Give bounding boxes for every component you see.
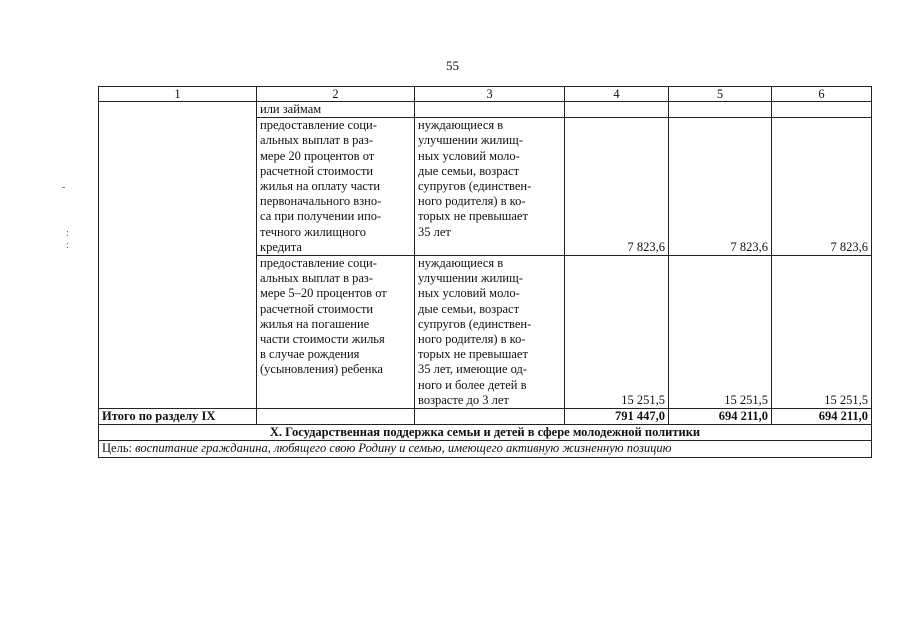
recipients-cell: нуждающиеся в улучшении жилищ- ных условий моло- дые семьи, возраст супругов (единствен- ного родителя) в ко- торых не превышает 35 лет [415, 118, 565, 256]
empty-cell [415, 409, 565, 425]
value-cell [772, 102, 872, 118]
measure-cell: предоставление соци- альных выплат в раз- мере 5–20 процентов от расчетной стоимости жилья на погашение части стоимости жилья в случае рождения (усыновления) ребенка [257, 256, 415, 409]
margin-mark: - [62, 182, 66, 193]
margin-mark: : [66, 228, 69, 239]
margin-mark: : [66, 240, 69, 251]
total-value: 791 447,0 [565, 409, 669, 425]
goal-row [99, 441, 872, 457]
header-cell: 3 [415, 87, 565, 102]
section-title: X. Государственная поддержка семьи и детей в сфере молодежной политики [99, 425, 872, 441]
measure-cell: предоставление соци- альных выплат в раз- мере 20 процентов от расчетной стоимости жилья на оплату части первоначального взно- са при получении ипо- течного жилищного кредита [257, 118, 415, 256]
header-cell: 6 [772, 87, 872, 102]
budget-table [98, 86, 872, 458]
value-cell [669, 102, 772, 118]
value-cell: 7 823,6 [772, 118, 872, 256]
recipients-cell [415, 102, 565, 118]
page-number: 55 [446, 58, 459, 73]
table-header-row [99, 87, 872, 102]
value-cell: 15 251,5 [772, 256, 872, 409]
value-cell: 15 251,5 [669, 256, 772, 409]
total-value: 694 211,0 [772, 409, 872, 425]
total-value: 694 211,0 [669, 409, 772, 425]
goal-label: Цель: [102, 441, 132, 456]
total-row [99, 409, 872, 425]
empty-cell [257, 409, 415, 425]
header-cell: 1 [99, 87, 257, 102]
header-cell: 5 [669, 87, 772, 102]
measure-cell: или займам [257, 102, 415, 118]
section-title-row [99, 425, 872, 441]
header-cell: 2 [257, 87, 415, 102]
empty-cell [99, 102, 257, 409]
total-label: Итого по разделу IX [99, 409, 257, 425]
value-cell [565, 102, 669, 118]
value-cell: 7 823,6 [669, 118, 772, 256]
header-cell: 4 [565, 87, 669, 102]
goal-cell [99, 441, 872, 457]
value-cell: 15 251,5 [565, 256, 669, 409]
value-cell: 7 823,6 [565, 118, 669, 256]
table-row [99, 102, 872, 118]
goal-text: воспитание гражданина, любящего свою Родину и семью, имеющего активную жизненную позицию [135, 441, 672, 456]
recipients-cell: нуждающиеся в улучшении жилищ- ных условий моло- дые семьи, возраст супругов (единствен- ного родителя) в ко- торых не превышает 35 лет, имеющие од- ного и более детей в возрасте до 3 лет [415, 256, 565, 409]
